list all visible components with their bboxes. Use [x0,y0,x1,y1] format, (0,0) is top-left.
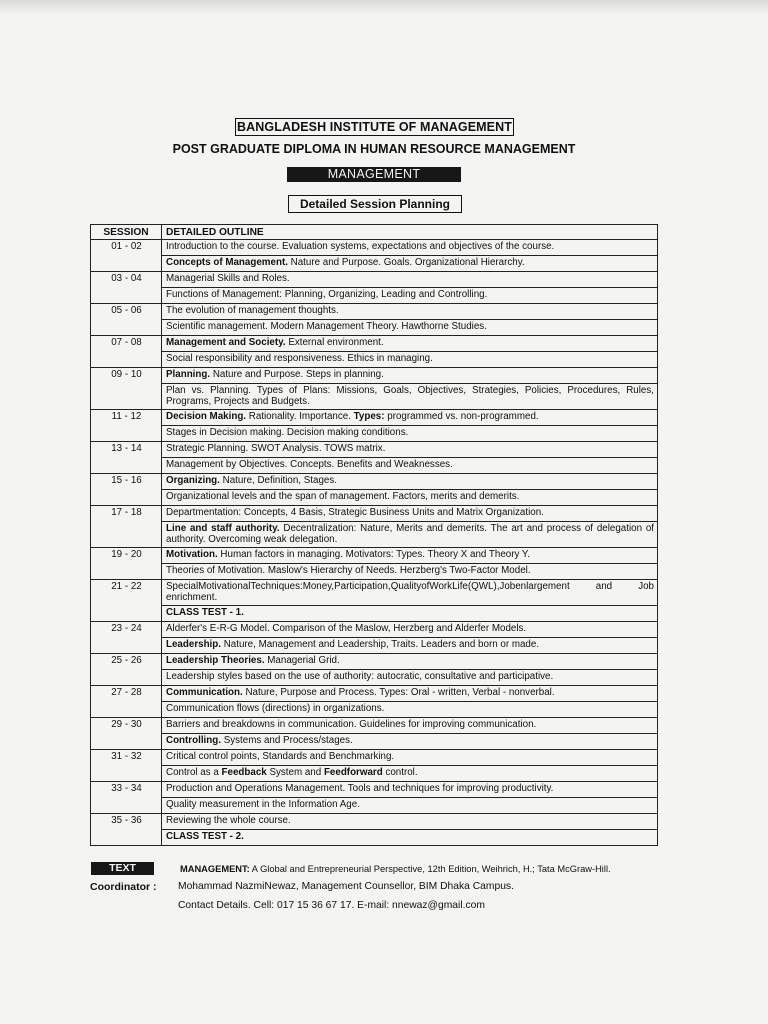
outline-text: Nature, Definition, Stages. [219,475,337,486]
outline-text: Functions of Management: Planning, Organizing, Leading and Controlling. [166,289,488,300]
outline-text: Control as a [166,767,222,778]
table-row [91,368,658,384]
outline-cell [162,814,658,830]
outline-topic-bold: CLASS TEST - 2. [166,831,244,842]
outline-cell [162,368,658,384]
outline-topic-bold: Line and staff authority. [166,523,280,534]
course-title: MANAGEMENT [287,167,461,182]
session-cell: 21 - 22 [91,580,162,622]
textbook-reference [180,863,611,876]
outline-cell [162,442,658,458]
table-row [91,304,658,320]
outline-text: Nature, Management and Leadership, Traits. Leaders and born or made. [221,639,540,650]
outline-text: Management by Objectives. Concepts. Benefits and Weaknesses. [166,459,453,470]
outline-text: Strategic Planning. SWOT Analysis. TOWS matrix. [166,443,386,454]
outline-cell [162,766,658,782]
table-row [91,580,658,606]
outline-text: Rationality. Importance. [246,411,354,422]
outline-cell [162,782,658,798]
table-row [91,256,658,272]
outline-topic-bold: Decision Making. [166,411,247,422]
table-row [91,384,658,410]
outline-cell [162,548,658,564]
coordinator-label: Coordinator : [90,881,157,893]
table-body [91,240,658,846]
outline-cell [162,272,658,288]
session-cell: 35 - 36 [91,814,162,846]
table-row [91,458,658,474]
contact-details: Contact Details. Cell: 017 15 36 67 17. E-mail: nnewaz@gmail.com [178,900,485,911]
session-cell: 11 - 12 [91,410,162,442]
session-cell: 07 - 08 [91,336,162,368]
outline-text: Human factors in managing. Motivators: Types. Theory X and Theory Y. [217,549,530,560]
table-row [91,670,658,686]
table-row [91,830,658,846]
outline-topic-bold: Leadership Theories. [166,655,265,666]
outline-cell [162,564,658,580]
outline-cell [162,670,658,686]
outline-cell [162,522,658,548]
outline-text: Nature and Purpose. Goals. Organizational Hierarchy. [287,257,525,268]
session-column-header: SESSION [91,225,162,240]
textbook-details: A Global and Entrepreneurial Perspective, 12th Edition, Weihrich, H.; Tata McGraw-Hill. [249,864,611,874]
table-row [91,734,658,750]
outline-text: Nature, Purpose and Process. Types: Oral - written, Verbal - nonverbal. [242,687,555,698]
outline-topic-bold: Feedback [221,767,267,778]
session-cell: 31 - 32 [91,750,162,782]
session-cell: 23 - 24 [91,622,162,654]
outline-topic-bold: Organizing. [166,475,220,486]
table-row [91,606,658,622]
session-cell: 19 - 20 [91,548,162,580]
outline-text: SpecialMotivationalTechniques:Money,Participation,QualityofWorkLife(QWL),Jobenlargement and Job enrichment. [166,581,654,603]
table-row [91,272,658,288]
outline-topic-bold: Management and Society. [166,337,286,348]
outline-text: Departmentation: Concepts, 4 Basis, Strategic Business Units and Matrix Organization. [166,507,544,518]
session-cell: 09 - 10 [91,368,162,410]
table-row [91,320,658,336]
table-row [91,474,658,490]
table-row [91,336,658,352]
table-row [91,288,658,304]
outline-topic-bold: Types: [353,411,385,422]
table-row [91,240,658,256]
institute-title: BANGLADESH INSTITUTE OF MANAGEMENT [235,118,514,136]
outline-cell [162,718,658,734]
outline-text: Barriers and breakdowns in communication. Guidelines for improving communication. [166,719,537,730]
outline-text: Critical control points, Standards and Benchmarking. [166,751,395,762]
outline-text: Reviewing the whole course. [166,815,291,826]
text-label: TEXT [91,862,154,875]
table-row [91,798,658,814]
outline-column-header: DETAILED OUTLINE [162,225,658,240]
session-cell: 15 - 16 [91,474,162,506]
session-cell: 25 - 26 [91,654,162,686]
session-cell: 17 - 18 [91,506,162,548]
outline-cell [162,798,658,814]
table-row [91,490,658,506]
outline-text: Social responsibility and responsiveness. Ethics in managing. [166,353,433,364]
outline-cell [162,830,658,846]
outline-text: Stages in Decision making. Decision making conditions. [166,427,409,438]
outline-topic-bold: Leadership. [166,639,221,650]
table-row [91,766,658,782]
table-row [91,426,658,442]
table-row [91,718,658,734]
outline-text: Plan vs. Planning. Types of Plans: Missions, Goals, Objectives, Strategies, Policies, Procedures, Rules, Programs, Projects and Budgets. [166,385,654,407]
outline-cell [162,320,658,336]
outline-topic-bold: CLASS TEST - 1. [166,607,244,618]
outline-text: control. [382,767,418,778]
outline-text: programmed vs. non-programmed. [384,411,539,422]
coordinator-name: Mohammad NazmiNewaz, Management Counsellor, BIM Dhaka Campus. [178,881,514,892]
session-cell: 33 - 34 [91,782,162,814]
outline-topic-bold: Planning. [166,369,211,380]
outline-text: Decentralization: Nature, Merits and demerits. The art and process of delegation of authority. Overcoming weak delegation. [166,523,655,545]
session-outline-table [90,224,658,846]
session-cell: 05 - 06 [91,304,162,336]
outline-cell [162,606,658,622]
outline-text: External environment. [285,337,384,348]
session-cell: 01 - 02 [91,240,162,272]
outline-cell [162,750,658,766]
outline-text: Production and Operations Management. Tools and techniques for improving productivity. [166,783,554,794]
session-cell: 13 - 14 [91,442,162,474]
outline-text: Communication flows (directions) in organizations. [166,703,385,714]
outline-cell [162,426,658,442]
table-row [91,782,658,798]
outline-cell [162,458,658,474]
outline-cell [162,352,658,368]
outline-cell [162,384,658,410]
outline-text: Systems and Process/stages. [220,735,353,746]
outline-topic-bold: Communication. [166,687,243,698]
program-title: POST GRADUATE DIPLOMA IN HUMAN RESOURCE MANAGEMENT [172,142,576,156]
outline-cell [162,654,658,670]
outline-cell [162,304,658,320]
outline-cell [162,490,658,506]
table-row [91,750,658,766]
outline-cell [162,580,658,606]
table-row [91,442,658,458]
outline-text: Leadership styles based on the use of authority: autocratic, consultative and participative. [166,671,554,682]
table-row [91,352,658,368]
outline-text: Nature and Purpose. Steps in planning. [210,369,384,380]
outline-cell [162,240,658,256]
outline-topic-bold: Feedforward [323,767,383,778]
outline-text: Introduction to the course. Evaluation systems, expectations and objectives of the course. [166,241,555,252]
outline-text: Theories of Motivation. Maslow's Hierarchy of Needs. Herzberg's Two-Factor Model. [166,565,531,576]
table-row [91,654,658,670]
outline-cell [162,474,658,490]
outline-topic-bold: Concepts of Management. [166,257,288,268]
outline-text: Managerial Grid. [264,655,340,666]
table-row [91,564,658,580]
table-row [91,622,658,638]
outline-topic-bold: Motivation. [166,549,218,560]
outline-cell [162,622,658,638]
outline-cell [162,734,658,750]
outline-cell [162,702,658,718]
outline-cell [162,410,658,426]
session-cell: 29 - 30 [91,718,162,750]
outline-text: Alderfer's E-R-G Model. Comparison of the Maslow, Herzberg and Alderfer Models. [166,623,527,634]
table-row [91,548,658,564]
outline-text: The evolution of management thoughts. [166,305,339,316]
table-header-row [91,225,658,240]
outline-text: Organizational levels and the span of management. Factors, merits and demerits. [166,491,520,502]
outline-text: Scientific management. Modern Management Theory. Hawthorne Studies. [166,321,487,332]
outline-cell [162,638,658,654]
outline-text: System and [266,767,324,778]
scan-edge-shadow [0,0,768,14]
table-row [91,702,658,718]
table-row [91,686,658,702]
table-row [91,506,658,522]
table-row [91,638,658,654]
outline-text: Quality measurement in the Information Age. [166,799,360,810]
outline-text: Managerial Skills and Roles. [166,273,290,284]
outline-cell [162,336,658,352]
outline-cell [162,506,658,522]
table-row [91,410,658,426]
session-cell: 03 - 04 [91,272,162,304]
table-row [91,522,658,548]
outline-cell [162,686,658,702]
table-row [91,814,658,830]
textbook-title: MANAGEMENT: [180,864,250,874]
session-cell: 27 - 28 [91,686,162,718]
outline-cell [162,288,658,304]
document-title: Detailed Session Planning [288,195,462,213]
outline-topic-bold: Controlling. [166,735,221,746]
outline-cell [162,256,658,272]
